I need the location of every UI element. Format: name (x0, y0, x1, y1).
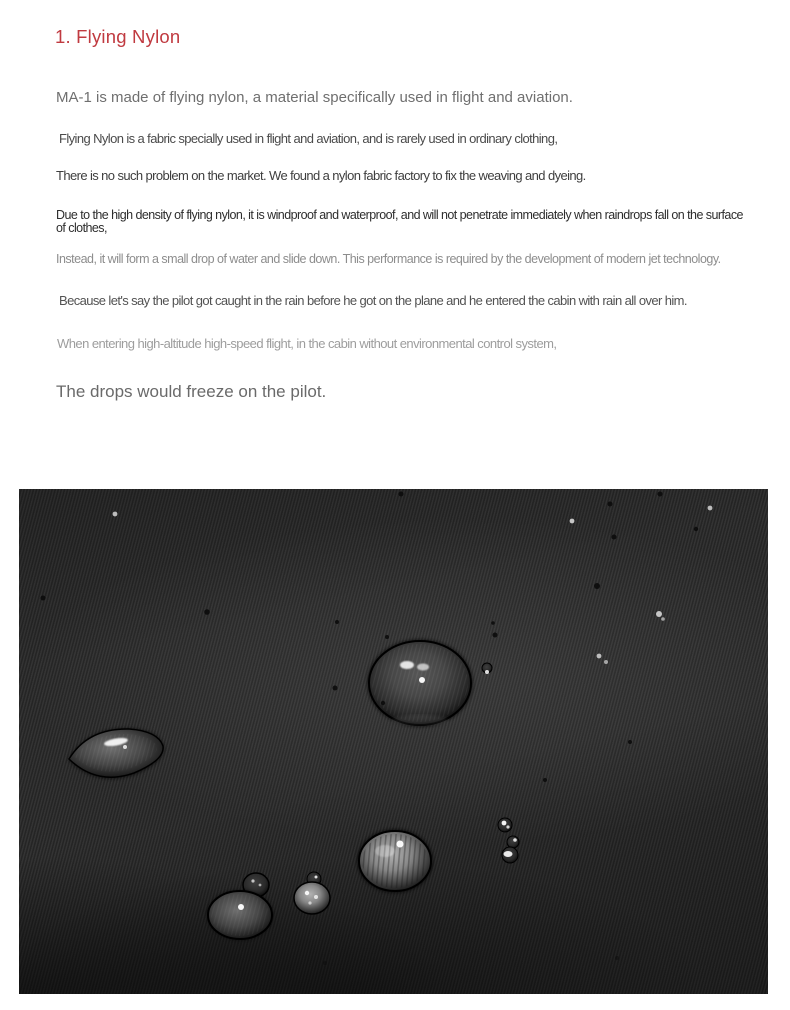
fabric-specks-dark (41, 492, 699, 966)
fabric-waterproof-image (19, 489, 768, 994)
water-droplet-trio (498, 818, 519, 863)
water-droplet-glint (482, 663, 492, 674)
water-droplet-teardrop (68, 728, 164, 779)
water-droplet-pair (207, 873, 273, 940)
water-droplet-bright (357, 829, 433, 893)
paragraph-fabric-use: Flying Nylon is a fabric specially used in flight and aviation, and is rarely used in ordinary clothing, (59, 131, 558, 146)
section-heading: 1. Flying Nylon (55, 26, 181, 47)
paragraph-freeze: The drops would freeze on the pilot. (56, 382, 327, 401)
paragraph-material-intro: MA-1 is made of flying nylon, a material specifically used in flight and aviation. (56, 89, 573, 106)
water-droplet-large (367, 639, 473, 727)
water-droplet-speckled (294, 872, 330, 914)
paragraph-density: Due to the high density of flying nylon, it is windproof and waterproof, and will not penetrate immediately when raindrops fall on the surface of clothes, (56, 208, 743, 235)
paragraph-pilot-rain: Because let's say the pilot got caught in the rain before he got on the plane and he entered the cabin with rain all over him. (59, 293, 687, 308)
paragraph-drop-slide: Instead, it will form a small drop of water and slide down. This performance is required by the development of modern jet technology. (56, 252, 721, 266)
paragraph-factory: There is no such problem on the market. We found a nylon fabric factory to fix the weaving and dyeing. (56, 168, 586, 183)
paragraph-high-altitude: When entering high-altitude high-speed flight, in the cabin without environmental control system, (57, 336, 557, 351)
water-droplets-illustration (19, 489, 768, 994)
